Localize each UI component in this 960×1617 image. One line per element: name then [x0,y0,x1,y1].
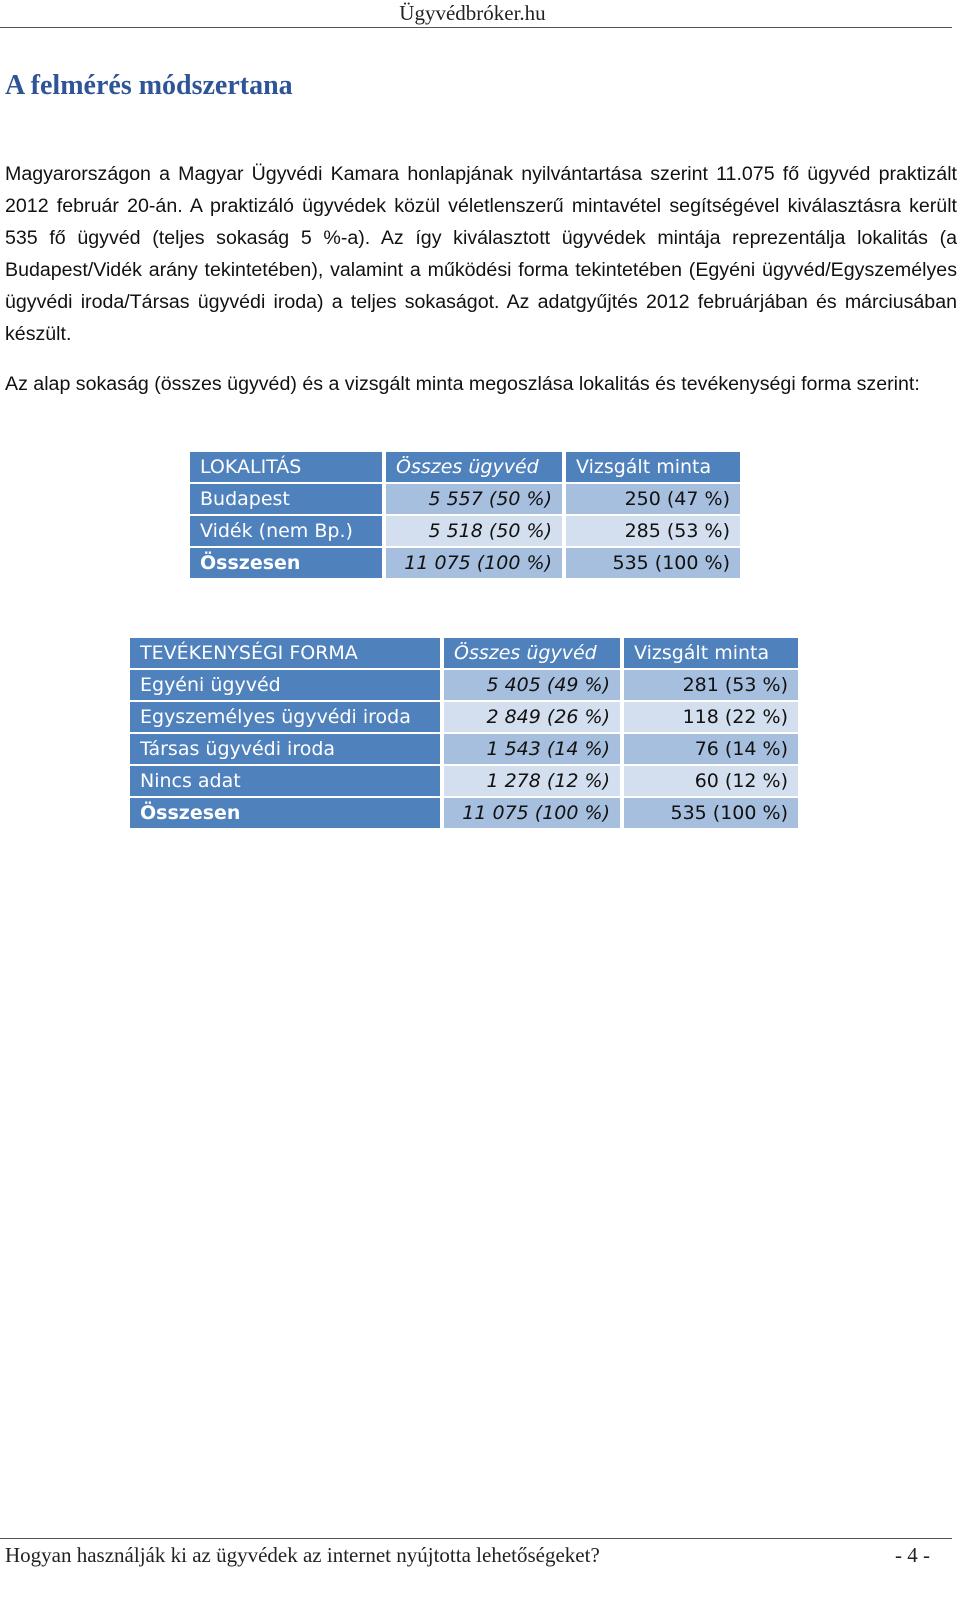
column-header-sample: Vizsgált minta [624,638,798,668]
column-header-total-lawyers: Összes ügyvéd [444,638,620,668]
sample-cell: 535 (100 %) [624,798,798,828]
footer-divider [0,1538,952,1539]
sample-cell: 535 (100 %) [566,548,740,578]
column-header-locality: LOKALITÁS [190,452,382,482]
row-label: Budapest [190,484,382,514]
distribution-intro-paragraph: Az alap sokaság (összes ügyvéd) és a vizsgált minta megoszlása lokalitás és tevékenységi forma szerint: [5,373,920,395]
table-header-row [190,452,740,482]
page-header: Ügyvédbróker.hu [399,1,546,25]
total-cell: 5 405 (49 %) [444,670,620,700]
column-header-activity-form: TEVÉKENYSÉGI FORMA [130,638,440,668]
column-header-sample: Vizsgált minta [566,452,740,482]
methodology-paragraph: Magyarországon a Magyar Ügyvédi Kamara honlapjának nyilvántartása szerint 11.075 fő ügyvéd praktizált 2012 február 20-án. A praktizáló ügyvédek közül véletlenszerű mintavétel segítségével kiválasztásra került 535 fő ügyvéd (teljes sokaság 5 %-a). Az így kiválasztott ügyvédek mintája reprezentálja lokalitás (a Budapest/Vidék arány tekintetében), valamint a működési forma tekintetében (Egyéni ügyvéd/Egyszemélyes ügyvédi iroda/Társas ügyvédi iroda) a teljes sokaságot. Az adatgyűjtés 2012 februárjában és márciusában készült. [5,163,957,345]
row-label: Vidék (nem Bp.) [190,516,382,546]
activity-form-table [126,636,802,830]
sample-cell: 76 (14 %) [624,734,798,764]
sample-cell: 281 (53 %) [624,670,798,700]
total-cell: 1 543 (14 %) [444,734,620,764]
row-label: Összesen [130,798,440,828]
total-cell: 5 557 (50 %) [386,484,562,514]
section-title: A felmérés módszertana [5,70,293,101]
table-row [130,766,798,796]
total-cell: 2 849 (26 %) [444,702,620,732]
table-row [130,702,798,732]
column-header-total-lawyers: Összes ügyvéd [386,452,562,482]
table-row [130,734,798,764]
row-label: Egyszemélyes ügyvédi iroda [130,702,440,732]
total-cell: 11 075 (100 %) [444,798,620,828]
table-header-row [130,638,798,668]
footer-title: Hogyan használják ki az ügyvédek az internet nyújtotta lehetőségeket? [5,1543,600,1567]
sample-cell: 250 (47 %) [566,484,740,514]
row-label: Társas ügyvédi iroda [130,734,440,764]
row-label: Egyéni ügyvéd [130,670,440,700]
table-row [190,484,740,514]
sample-cell: 60 (12 %) [624,766,798,796]
row-label: Nincs adat [130,766,440,796]
table-row [130,670,798,700]
total-cell: 1 278 (12 %) [444,766,620,796]
locality-table [186,450,744,580]
table-total-row [130,798,798,828]
total-cell: 11 075 (100 %) [386,548,562,578]
table-total-row [190,548,740,578]
table-row [190,516,740,546]
row-label: Összesen [190,548,382,578]
page-number: - 4 - [895,1543,930,1567]
total-cell: 5 518 (50 %) [386,516,562,546]
sample-cell: 285 (53 %) [566,516,740,546]
sample-cell: 118 (22 %) [624,702,798,732]
header-divider [0,27,952,28]
